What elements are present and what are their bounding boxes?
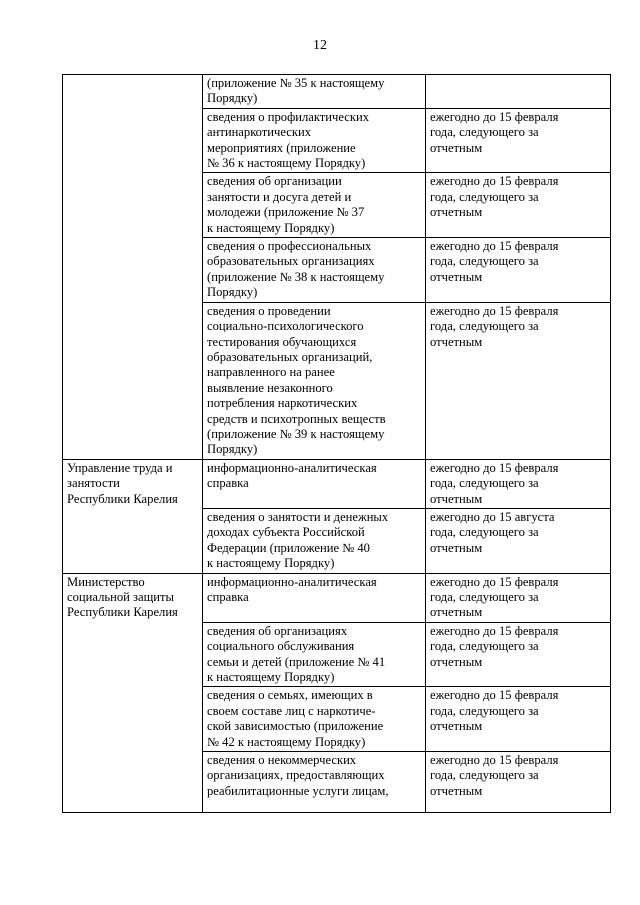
cell-line: к настоящему Порядку)	[207, 670, 335, 685]
cell-line: информационно-аналитическая	[207, 460, 377, 475]
cell-line: года, следующего за	[430, 189, 539, 204]
cell-line: года, следующего за	[430, 768, 539, 783]
deadline-cell	[426, 108, 611, 173]
info-cell	[203, 75, 426, 109]
agency-cell	[63, 573, 203, 812]
reporting-schedule-table	[62, 74, 611, 813]
cell-line: занятости	[67, 476, 120, 491]
cell-line: ской зависимостью (приложение	[207, 719, 384, 734]
cell-line: Республики Карелия	[67, 605, 178, 620]
info-cell	[203, 459, 426, 508]
cell-line: сведения о семьях, имеющих в	[207, 688, 373, 703]
cell-line: отчетным	[430, 491, 483, 506]
cell-line: Порядку)	[207, 285, 258, 300]
cell-line: сведения о профилактических	[207, 109, 370, 124]
cell-line: справка	[207, 590, 249, 604]
cell-line: сведения о некоммерческих	[207, 753, 357, 768]
deadline-cell	[426, 508, 611, 573]
cell-line: Управление труда и	[67, 460, 173, 475]
cell-line: информационно-аналитическая	[207, 574, 377, 589]
cell-line: потребления наркотических	[207, 396, 358, 411]
cell-line: ежегодно до 15 февраля	[430, 688, 559, 703]
cell-line: антинаркотических	[207, 125, 312, 140]
cell-line: года, следующего за	[430, 319, 539, 334]
info-cell	[203, 238, 426, 303]
cell-line: выявление незаконного	[207, 380, 333, 395]
deadline-cell	[426, 687, 611, 752]
cell-line: организациях, предоставляющих	[207, 768, 385, 783]
info-cell	[203, 573, 426, 622]
cell-line: ежегодно до 15 февраля	[430, 174, 559, 189]
cell-line: года, следующего за	[430, 525, 539, 540]
cell-line: Министерство	[67, 574, 145, 589]
cell-line: ежегодно до 15 февраля	[430, 460, 559, 475]
cell-line: Федерации (приложение № 40	[207, 540, 370, 555]
cell-line: справка	[207, 476, 249, 491]
cell-line: реабилитационные услуги лицам,	[207, 783, 389, 798]
cell-line: отчетным	[430, 654, 483, 669]
cell-line: Порядку)	[207, 91, 258, 106]
cell-line: ежегодно до 15 февраля	[430, 753, 559, 768]
page-number: 12	[313, 38, 327, 53]
cell-line: отчетным	[430, 719, 483, 734]
cell-line: года, следующего за	[430, 254, 539, 269]
table-row	[63, 573, 611, 622]
cell-line: к настоящему Порядку)	[207, 556, 335, 571]
info-cell	[203, 752, 426, 813]
cell-line: ежегодно до 15 февраля	[430, 303, 559, 318]
deadline-cell	[426, 302, 611, 459]
info-cell	[203, 108, 426, 173]
deadline-cell	[426, 459, 611, 508]
cell-line: года, следующего за	[430, 476, 539, 491]
cell-line: сведения об организациях	[207, 623, 348, 638]
info-cell	[203, 173, 426, 238]
agency-cell	[63, 75, 203, 460]
table-row	[63, 459, 611, 508]
deadline-cell	[426, 573, 611, 622]
cell-line: сведения о занятости и денежных	[207, 509, 389, 524]
cell-line: ежегодно до 15 февраля	[430, 109, 559, 124]
cell-line: образовательных организациях	[207, 254, 375, 269]
deadline-cell	[426, 238, 611, 303]
cell-line: ежегодно до 15 февраля	[430, 239, 559, 254]
cell-line: ежегодно до 15 февраля	[430, 623, 559, 638]
info-cell	[203, 622, 426, 687]
cell-line: семьи и детей (приложение № 41	[207, 654, 386, 669]
cell-line: отчетным	[430, 269, 483, 284]
agency-cell	[63, 459, 203, 573]
cell-line: образовательных организаций,	[207, 349, 373, 364]
cell-line: отчетным	[430, 605, 483, 620]
cell-line: Республики Карелия	[67, 491, 178, 506]
cell-line: мероприятиях (приложение	[207, 140, 356, 155]
cell-line: отчетным	[430, 140, 483, 155]
deadline-cell	[426, 752, 611, 813]
cell-line: молодежи (приложение № 37	[207, 205, 365, 220]
cell-line: года, следующего за	[430, 125, 539, 140]
cell-line: отчетным	[430, 334, 483, 349]
cell-line: своем составе лиц с наркотиче-	[207, 703, 376, 718]
cell-line: (приложение № 38 к настоящему	[207, 269, 385, 284]
cell-line: тестирования обучающихся	[207, 334, 357, 349]
cell-line: отчетным	[430, 540, 483, 555]
cell-line: социально-психологического	[207, 319, 364, 334]
table-row	[63, 75, 611, 109]
cell-line: средств и психотропных веществ	[207, 411, 386, 426]
cell-line: года, следующего за	[430, 639, 539, 654]
cell-line: отчетным	[430, 783, 483, 798]
cell-line: социальной защиты	[67, 590, 174, 604]
cell-line: Порядку)	[207, 442, 258, 457]
cell-line: отчетным	[430, 205, 483, 220]
cell-line: к настоящему Порядку)	[207, 220, 335, 235]
cell-line: ежегодно до 15 августа	[430, 509, 555, 524]
cell-line: сведения об организации	[207, 174, 342, 189]
cell-line: года, следующего за	[430, 590, 539, 604]
info-cell	[203, 508, 426, 573]
info-cell	[203, 302, 426, 459]
cell-line: направленного на ранее	[207, 365, 335, 380]
deadline-cell	[426, 75, 611, 109]
cell-line: сведения о проведении	[207, 303, 331, 318]
cell-line: занятости и досуга детей и	[207, 189, 352, 204]
cell-line: сведения о профессиональных	[207, 239, 372, 254]
cell-line: № 42 к настоящему Порядку)	[207, 734, 366, 749]
cell-line: № 36 к настоящему Порядку)	[207, 156, 366, 171]
info-cell	[203, 687, 426, 752]
cell-line: (приложение № 39 к настоящему	[207, 426, 385, 441]
cell-line: доходах субъекта Российской	[207, 525, 365, 540]
cell-line: ежегодно до 15 февраля	[430, 574, 559, 589]
cell-line: социального обслуживания	[207, 639, 355, 654]
deadline-cell	[426, 622, 611, 687]
deadline-cell	[426, 173, 611, 238]
cell-line: (приложение № 35 к настоящему	[207, 76, 385, 90]
cell-line: года, следующего за	[430, 703, 539, 718]
